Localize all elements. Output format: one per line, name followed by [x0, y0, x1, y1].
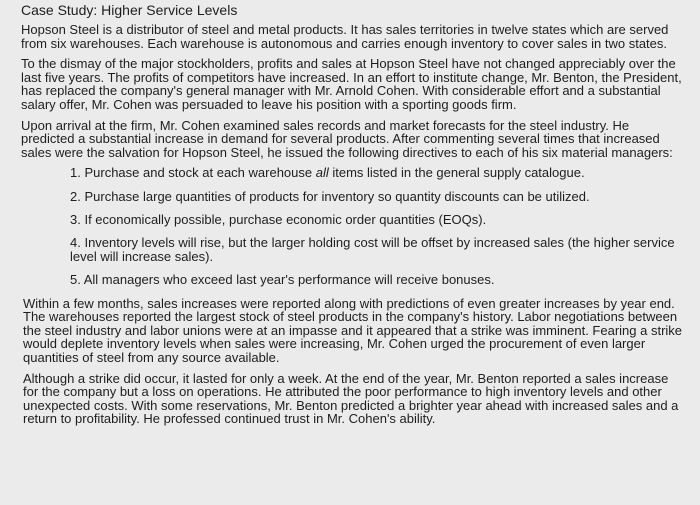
- paragraph-directives-intro: Upon arrival at the firm, Mr. Cohen examined sales records and market forecasts for the steel industry. He predicted a substantial increase in demand for several products. After commenting several times that increased sales were the salvation for Hopson Steel, he issued the following directives to each of his six material managers:: [21, 117, 673, 160]
- directive-number: 5.: [70, 272, 81, 288]
- directive-number: 2.: [70, 188, 81, 204]
- directive-emphasis: all: [315, 165, 329, 181]
- paragraph-sales-outcome: Within a few months, sales increases were reported along with predictions of even greater increases by year end. The warehouses reported the largest stock of steel products in the company's history. Labor negotiations between the steel industry and labor unions were at an impasse and it appeared that a strike was imminent. Fearing a strike would deplete inventory levels when sales were increasing, Mr. Cohen urged the procurement of even larger quantities of steel from any source available.: [23, 295, 683, 365]
- directive-text-end: items listed in the general supply catalogue.: [328, 165, 585, 181]
- paragraph-management-change: To the dismay of the major stockholders, profits and sales at Hopson Steel have not changed appreciably over the last five years. The profits of competitors have increased. In an effort to institute change, Mr. Benton, the President, has replaced the company's general manager with Mr. Arnold Cohen. With considerable effort and a substantial salary offer, Mr. Cohen was persuaded to leave his position with a sporting goods firm.: [21, 56, 682, 112]
- paragraph-year-end-result: Although a strike did occur, it lasted for only a week. At the end of the year, Mr. Benton reported a sales increase for the company but a loss on operations. He attributed the poor performance to high inventory levels and other unexpected costs. With some reservations, Mr. Benton predicted a brighter year ahead with increased sales and a return to profitability. He professed continued trust in Mr. Cohen's ability.: [23, 370, 679, 427]
- directive-number: 3.: [70, 211, 81, 227]
- directive-text: Purchase and stock at each warehouse: [84, 165, 316, 181]
- directives-list: [21, 166, 690, 287]
- directive-item: [70, 273, 690, 287]
- directive-item: [70, 190, 690, 204]
- directive-text: All managers who exceed last year's performance will receive bonuses.: [83, 272, 495, 288]
- case-study-title: Case Study: Higher Service Levels: [21, 2, 238, 18]
- directive-text: If economically possible, purchase economic order quantities (EOQs).: [84, 211, 487, 227]
- directive-item: [70, 213, 690, 227]
- paragraph-company-overview: Hopson Steel is a distributor of steel and metal products. It has sales territories in twelve states which are served from six warehouses. Each warehouse is autonomous and carries enough inventory to cover sales in two states.: [21, 22, 669, 51]
- directive-text: Purchase large quantities of products for inventory so quantity discounts can be utilized.: [84, 188, 590, 204]
- directive-number: 1.: [70, 165, 81, 181]
- directive-number: 4.: [70, 234, 81, 250]
- directive-item: [70, 236, 690, 264]
- directive-item: [70, 166, 690, 180]
- directive-text: Inventory levels will rise, but the larger holding cost will be offset by increased sales (the higher service level will increase sales).: [70, 234, 675, 265]
